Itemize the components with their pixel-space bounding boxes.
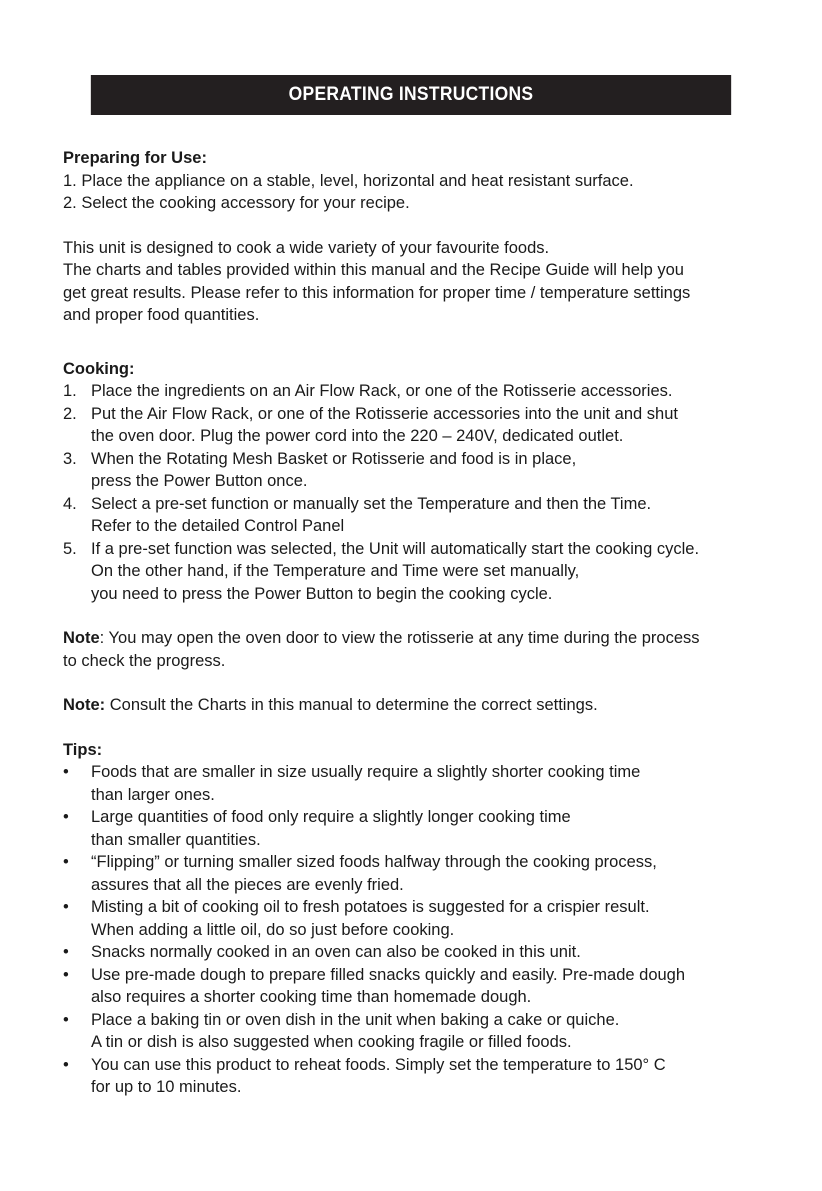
bullet-icon: • (63, 965, 69, 984)
list-item (63, 538, 763, 606)
note-text-cont: to check the progress. (63, 651, 226, 670)
preparing-step: 1. Place the appliance on a stable, level, horizontal and heat resistant surface. (63, 171, 634, 190)
cooking-steps (63, 380, 763, 605)
tips-heading: Tips: (63, 740, 103, 759)
section-header (91, 75, 731, 115)
step-number: 2. (63, 404, 77, 423)
step-number: 1. (63, 382, 77, 400)
bullet-icon: • (63, 808, 69, 826)
list-item (63, 806, 763, 851)
step-number: 3. (63, 449, 77, 468)
bullet-icon: • (63, 943, 69, 961)
instructions-body (63, 147, 763, 1099)
step-number: 5. (63, 539, 77, 558)
tip-text: Snacks normally cooked in an oven can also be cooked in this unit. (91, 943, 581, 961)
list-item (63, 761, 763, 806)
list-item (63, 964, 763, 1009)
preparing-heading: Preparing for Use: (63, 149, 207, 167)
step-text: press the Power Button once. (91, 472, 308, 490)
intro-line: This unit is designed to cook a wide variety of your favourite foods. (63, 238, 550, 257)
list-item (63, 380, 763, 403)
bullet-icon: • (63, 1055, 69, 1074)
step-text: you need to press the Power Button to begin the cooking cycle. (91, 584, 553, 603)
tip-text: Misting a bit of cooking oil to fresh potatoes is suggested for a crispier result. (91, 898, 650, 916)
step-text: If a pre-set function was selected, the Unit will automatically start the cooking cycle. (91, 539, 700, 558)
tip-text: Large quantities of food only require a slightly longer cooking time (91, 808, 571, 826)
tip-text: Use pre-made dough to prepare filled snacks quickly and easily. Pre-made dough (91, 965, 686, 984)
list-item (63, 851, 763, 896)
cooking-heading: Cooking: (63, 359, 135, 378)
note-label: Note: (63, 696, 106, 714)
step-text: Put the Air Flow Rack, or one of the Rotisserie accessories into the unit and shut (91, 404, 678, 423)
tip-text: also requires a shorter cooking time than homemade dough. (91, 988, 532, 1006)
step-text: Place the ingredients on an Air Flow Rack, or one of the Rotisserie accessories. (91, 382, 673, 400)
note-label: Note (63, 629, 100, 647)
step-text: On the other hand, if the Temperature and Time were set manually, (91, 562, 580, 580)
bullet-icon: • (63, 763, 69, 781)
list-item (63, 1009, 763, 1054)
list-item (63, 448, 763, 493)
tip-text: than larger ones. (91, 785, 215, 804)
tip-text: Place a baking tin or oven dish in the unit when baking a cake or quiche. (91, 1010, 620, 1029)
step-text: When the Rotating Mesh Basket or Rotisserie and food is in place, (91, 449, 577, 468)
intro-line: and proper food quantities. (63, 306, 260, 324)
list-item (63, 493, 763, 538)
tip-text: “Flipping” or turning smaller sized foods halfway through the cooking process, (91, 853, 657, 871)
intro-line: The charts and tables provided within this manual and the Recipe Guide will help you (63, 261, 684, 279)
preparing-step: 2. Select the cooking accessory for your recipe. (63, 194, 410, 212)
tip-text: A tin or dish is also suggested when cooking fragile or filled foods. (91, 1033, 572, 1051)
tips-list (63, 761, 763, 1099)
bullet-icon: • (63, 1010, 69, 1029)
step-text: Refer to the detailed Control Panel (91, 517, 345, 535)
intro-line: get great results. Please refer to this information for proper time / temperature settings (63, 283, 691, 302)
section-title: OPERATING INSTRUCTIONS (288, 84, 534, 105)
bullet-icon: • (63, 898, 69, 916)
tip-text: You can use this product to reheat foods. Simply set the temperature to 150° C (91, 1055, 666, 1074)
tip-text: than smaller quantities. (91, 830, 261, 849)
step-number: 4. (63, 494, 77, 513)
note-text: Consult the Charts in this manual to determine the correct settings. (105, 696, 598, 714)
note-paragraph (63, 627, 763, 650)
list-item (63, 896, 763, 941)
note-text: : You may open the oven door to view the rotisserie at any time during the process (99, 629, 700, 647)
step-text: Select a pre-set function or manually set the Temperature and then the Time. (91, 494, 652, 513)
bullet-icon: • (63, 853, 69, 871)
list-item (63, 941, 763, 964)
tip-text: When adding a little oil, do so just before cooking. (91, 920, 455, 939)
tip-text: Foods that are smaller in size usually require a slightly shorter cooking time (91, 763, 641, 781)
list-item (63, 403, 763, 448)
list-item (63, 1054, 763, 1099)
step-text: the oven door. Plug the power cord into the 220 – 240V, dedicated outlet. (91, 427, 624, 445)
note-paragraph (63, 694, 763, 717)
tip-text: for up to 10 minutes. (91, 1078, 242, 1096)
tip-text: assures that all the pieces are evenly fried. (91, 875, 404, 894)
